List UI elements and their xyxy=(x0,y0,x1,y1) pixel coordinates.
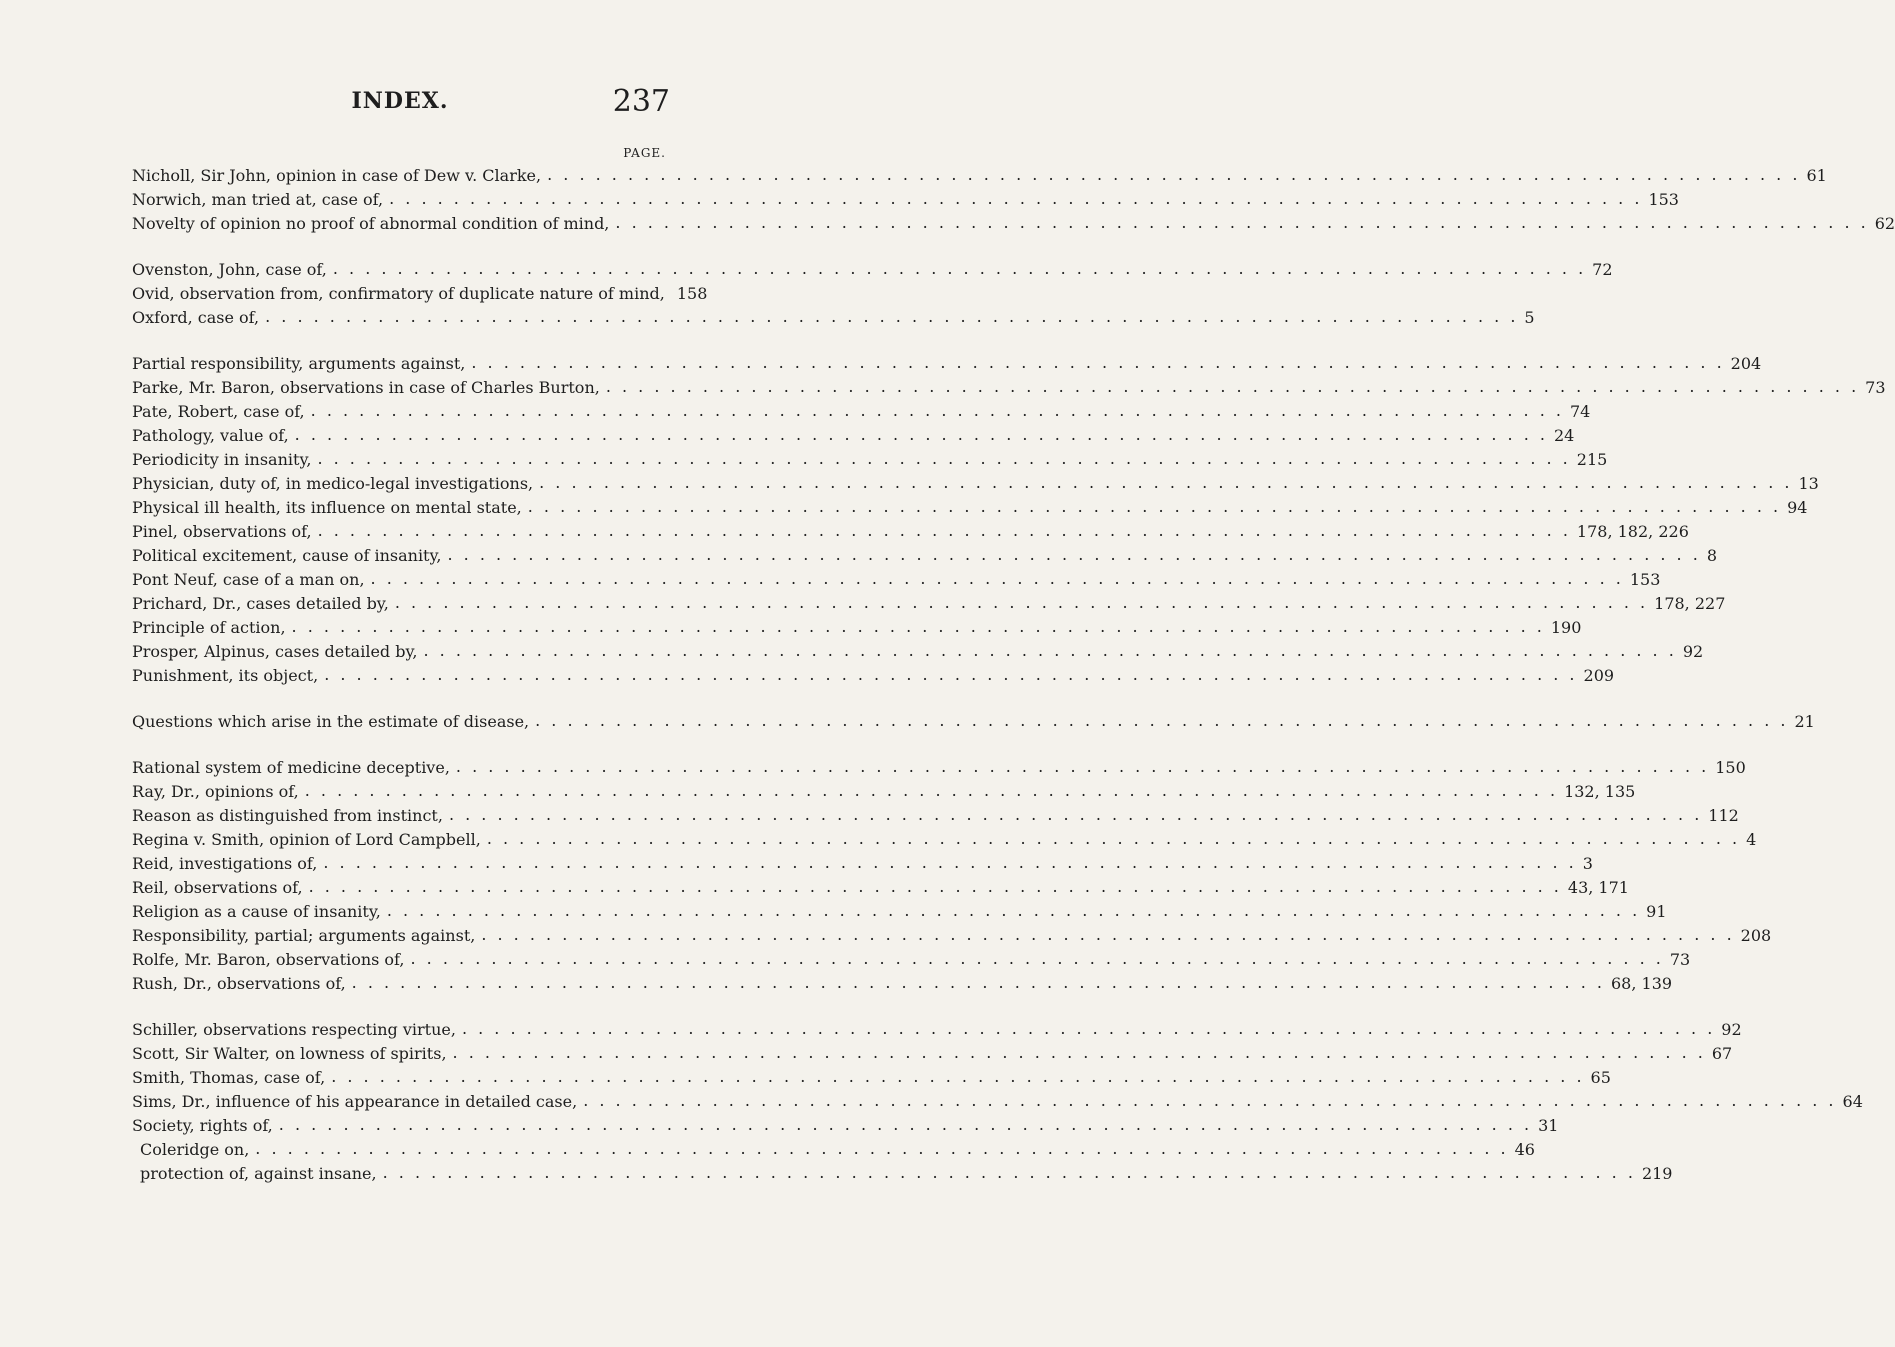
index-entry xyxy=(132,546,1717,570)
dot-leader xyxy=(318,521,1571,540)
entry-page: 4 xyxy=(1746,830,1757,849)
index-entry xyxy=(132,618,1582,642)
index-entry xyxy=(132,498,1808,522)
dot-leader xyxy=(265,307,1518,326)
dot-leader xyxy=(547,165,1800,184)
entry-text xyxy=(132,284,665,303)
index-entry xyxy=(132,974,1673,998)
entry-label: Periodicity in insanity, xyxy=(132,450,312,469)
index-entry xyxy=(132,712,1815,736)
entry-label: Schiller, observations respecting virtue, xyxy=(132,1020,456,1039)
entry-text xyxy=(132,190,383,209)
dot-leader xyxy=(528,497,1781,516)
group-gap xyxy=(132,998,668,1020)
dot-leader xyxy=(395,593,1648,612)
index-entry xyxy=(132,902,1667,926)
index-entry xyxy=(132,308,1535,332)
entry-text xyxy=(132,308,259,327)
dot-leader xyxy=(615,213,1868,232)
entry-text xyxy=(132,214,609,233)
entry-page: 92 xyxy=(1721,1020,1742,1039)
entry-label: Principle of action, xyxy=(132,618,286,637)
entry-label: Rolfe, Mr. Baron, observations of, xyxy=(132,950,405,969)
entry-page: 190 xyxy=(1550,618,1582,637)
entry-label: Punishment, its object, xyxy=(132,666,319,685)
entry-label: Rational system of medicine deceptive, xyxy=(132,758,450,777)
entry-page: 62 xyxy=(1874,214,1895,233)
dot-leader xyxy=(311,401,1564,420)
entry-page: 21 xyxy=(1794,712,1815,731)
entry-text xyxy=(132,498,522,517)
entry-page: 92 xyxy=(1682,642,1704,661)
index-entry xyxy=(132,1140,1535,1164)
entry-label: Pate, Robert, case of, xyxy=(132,402,305,421)
entry-page: 5 xyxy=(1524,308,1535,327)
index-entry xyxy=(132,260,1613,284)
entry-label: Reason as distinguished from instinct, xyxy=(132,806,443,825)
group-gap xyxy=(132,332,668,354)
index-entry xyxy=(132,190,1679,214)
entry-page: 94 xyxy=(1787,498,1808,517)
entry-text xyxy=(132,642,417,661)
entry-text xyxy=(132,830,481,849)
index-entry xyxy=(132,950,1691,974)
dot-leader xyxy=(423,641,1676,660)
entry-page: 46 xyxy=(1514,1140,1535,1159)
entry-page: 61 xyxy=(1806,166,1827,185)
entry-text xyxy=(132,450,311,469)
index-entry xyxy=(132,878,1629,902)
entry-label: Oxford, case of, xyxy=(132,308,260,327)
index-entry xyxy=(132,284,708,308)
index-entry xyxy=(132,806,1739,830)
entry-text xyxy=(132,474,533,493)
index-entry xyxy=(132,1068,1611,1092)
index-entry xyxy=(132,830,1757,854)
dot-leader xyxy=(387,901,1640,920)
dot-leader xyxy=(447,545,1700,564)
entry-label: Partial responsibility, arguments against, xyxy=(132,354,466,373)
entry-label: Society, rights of, xyxy=(132,1116,273,1135)
entry-text xyxy=(132,712,529,731)
group-gap xyxy=(132,736,668,758)
dot-leader xyxy=(539,473,1792,492)
entry-label: Rush, Dr., observations of, xyxy=(132,974,346,993)
entry-page: 67 xyxy=(1711,1044,1733,1063)
index-entry xyxy=(132,166,1827,190)
entry-label: Norwich, man tried at, case of, xyxy=(132,190,384,209)
entry-label: Prichard, Dr., cases detailed by, xyxy=(132,594,389,613)
dot-leader xyxy=(471,353,1724,372)
dot-leader xyxy=(583,1091,1836,1110)
dot-leader xyxy=(279,1115,1532,1134)
entry-text xyxy=(132,878,303,897)
entry-label: Reid, investigations of, xyxy=(132,854,318,873)
entry-label: Religion as a cause of insanity, xyxy=(132,902,381,921)
entry-page: 91 xyxy=(1646,902,1667,921)
entry-text xyxy=(132,806,443,825)
entry-page: 208 xyxy=(1740,926,1772,945)
entry-label: Nicholl, Sir John, opinion in case of Dew v. Clarke, xyxy=(132,166,542,185)
dot-leader xyxy=(389,189,1642,208)
entry-label: Political excitement, cause of insanity, xyxy=(132,546,442,565)
entry-text xyxy=(132,1020,456,1039)
dot-leader xyxy=(255,1139,1508,1158)
entry-page: 150 xyxy=(1715,758,1746,777)
entry-page: 153 xyxy=(1648,190,1679,209)
entry-label: Reil, observations of, xyxy=(132,878,303,897)
index-entry xyxy=(132,1164,1673,1188)
entry-page: 64 xyxy=(1842,1092,1863,1111)
entry-page: 219 xyxy=(1641,1164,1673,1183)
dot-leader xyxy=(487,829,1740,848)
dot-leader xyxy=(535,711,1788,730)
entry-label: Scott, Sir Walter, on lowness of spirits, xyxy=(132,1044,447,1063)
dot-leader xyxy=(456,757,1709,776)
entry-page: 153 xyxy=(1629,570,1661,589)
entry-text xyxy=(132,926,475,945)
entry-label: Prosper, Alpinus, cases detailed by, xyxy=(132,642,418,661)
index-entry xyxy=(132,570,1661,594)
dot-leader xyxy=(333,259,1586,278)
entry-text xyxy=(132,402,305,421)
entry-text xyxy=(132,1068,325,1087)
dot-leader xyxy=(331,1067,1584,1086)
index-entry xyxy=(132,450,1608,474)
entry-label: Sims, Dr., influence of his appearance in detailed case, xyxy=(132,1092,578,1111)
entry-page: 73 xyxy=(1865,378,1886,397)
index-entry xyxy=(132,1020,1742,1044)
entry-label: Physician, duty of, in medico-legal investigations, xyxy=(132,474,534,493)
entry-page: 204 xyxy=(1730,354,1762,373)
dot-leader xyxy=(371,569,1624,588)
entry-text xyxy=(132,354,465,373)
entry-label: Regina v. Smith, opinion of Lord Campbell, xyxy=(132,830,481,849)
entry-text xyxy=(132,974,346,993)
entry-label: Parke, Mr. Baron, observations in case of Charles Burton, xyxy=(132,378,600,397)
entry-label: Novelty of opinion no proof of abnormal condition of mind, xyxy=(132,214,610,233)
index-entry xyxy=(132,1116,1559,1140)
index-entry xyxy=(132,782,1636,806)
dot-leader xyxy=(606,377,1859,396)
index-entry xyxy=(132,666,1615,690)
index-entry xyxy=(132,1092,1863,1116)
entry-text xyxy=(132,426,289,445)
entry-text xyxy=(132,594,389,613)
dot-leader xyxy=(305,781,1558,800)
entry-text xyxy=(140,1164,377,1183)
entry-text xyxy=(132,854,317,873)
entry-text xyxy=(132,166,541,185)
entry-page: 24 xyxy=(1553,426,1575,445)
index-entry xyxy=(132,378,1886,402)
index-entry xyxy=(132,214,1895,238)
entry-text xyxy=(132,378,600,397)
entry-page: 31 xyxy=(1538,1116,1559,1135)
dot-leader xyxy=(352,973,1605,992)
entry-page: 13 xyxy=(1798,474,1819,493)
dot-leader xyxy=(324,665,1577,684)
dot-leader xyxy=(309,877,1562,896)
entry-text xyxy=(132,950,405,969)
index-entry xyxy=(132,402,1591,426)
entry-page: 112 xyxy=(1708,806,1739,825)
dot-leader xyxy=(449,805,1702,824)
dot-leader xyxy=(317,449,1570,468)
dot-leader xyxy=(411,949,1664,968)
entry-label: Pont Neuf, case of a man on, xyxy=(132,570,365,589)
entry-text xyxy=(132,1116,273,1135)
entry-page: 73 xyxy=(1669,950,1691,969)
entry-page: 209 xyxy=(1583,666,1615,685)
entry-text xyxy=(132,666,318,685)
group-gap xyxy=(132,238,668,260)
entry-label: Ray, Dr., opinions of, xyxy=(132,782,299,801)
page-header xyxy=(0,86,800,126)
entry-page: 178, 182, 226 xyxy=(1576,522,1689,541)
entry-text xyxy=(132,260,327,279)
entry-text xyxy=(132,1092,577,1111)
index-entry xyxy=(132,474,1819,498)
entry-label: Pathology, value of, xyxy=(132,426,289,445)
dot-leader xyxy=(383,1163,1636,1182)
entry-text xyxy=(132,1044,447,1063)
entry-page: 178, 227 xyxy=(1654,594,1726,613)
entry-label: protection of, against insane, xyxy=(140,1164,377,1183)
page-number: 237 xyxy=(612,84,670,119)
page-title: INDEX. xyxy=(351,88,449,114)
entry-label: Coleridge on, xyxy=(140,1140,250,1159)
entry-page: 43, 171 xyxy=(1567,878,1629,897)
entry-page: 158 xyxy=(676,284,708,303)
entry-text xyxy=(132,546,441,565)
entry-text xyxy=(132,758,450,777)
entry-page: 3 xyxy=(1582,854,1593,873)
entry-text xyxy=(132,570,365,589)
index-entries xyxy=(132,166,1895,1188)
index-entry xyxy=(132,354,1762,378)
entry-text xyxy=(132,522,312,541)
index-entry xyxy=(132,1044,1733,1068)
entry-label: Responsibility, partial; arguments against, xyxy=(132,926,476,945)
entry-label: Ovenston, John, case of, xyxy=(132,260,327,279)
dot-leader xyxy=(323,853,1576,872)
entry-page: 132, 135 xyxy=(1564,782,1636,801)
index-entry xyxy=(132,642,1704,666)
entry-label: Ovid, observation from, confirmatory of duplicate nature of mind, xyxy=(132,284,665,303)
entry-label: Smith, Thomas, case of, xyxy=(132,1068,326,1087)
entry-page: 65 xyxy=(1590,1068,1611,1087)
entry-label: Pinel, observations of, xyxy=(132,522,312,541)
dot-leader xyxy=(292,617,1545,636)
entry-text xyxy=(140,1140,249,1159)
dot-leader xyxy=(295,425,1548,444)
group-gap xyxy=(132,690,668,712)
dot-leader xyxy=(462,1019,1715,1038)
index-entry xyxy=(132,522,1689,546)
entry-page: 74 xyxy=(1569,402,1591,421)
page-column-heading: PAGE. xyxy=(623,146,666,160)
index-entry xyxy=(132,426,1575,450)
index-entry xyxy=(132,758,1746,782)
entry-text xyxy=(132,782,299,801)
dot-leader xyxy=(453,1043,1706,1062)
index-entry xyxy=(132,594,1726,618)
entry-page: 68, 139 xyxy=(1610,974,1673,993)
index-entry xyxy=(132,854,1593,878)
index-entry xyxy=(132,926,1772,950)
entry-page: 8 xyxy=(1706,546,1717,565)
entry-page: 72 xyxy=(1592,260,1613,279)
entry-page: 215 xyxy=(1576,450,1608,469)
entry-text xyxy=(132,902,381,921)
entry-text xyxy=(132,618,286,637)
dot-leader xyxy=(481,925,1734,944)
entry-label: Questions which arise in the estimate of disease, xyxy=(132,712,530,731)
entry-label: Physical ill health, its influence on mental state, xyxy=(132,498,522,517)
